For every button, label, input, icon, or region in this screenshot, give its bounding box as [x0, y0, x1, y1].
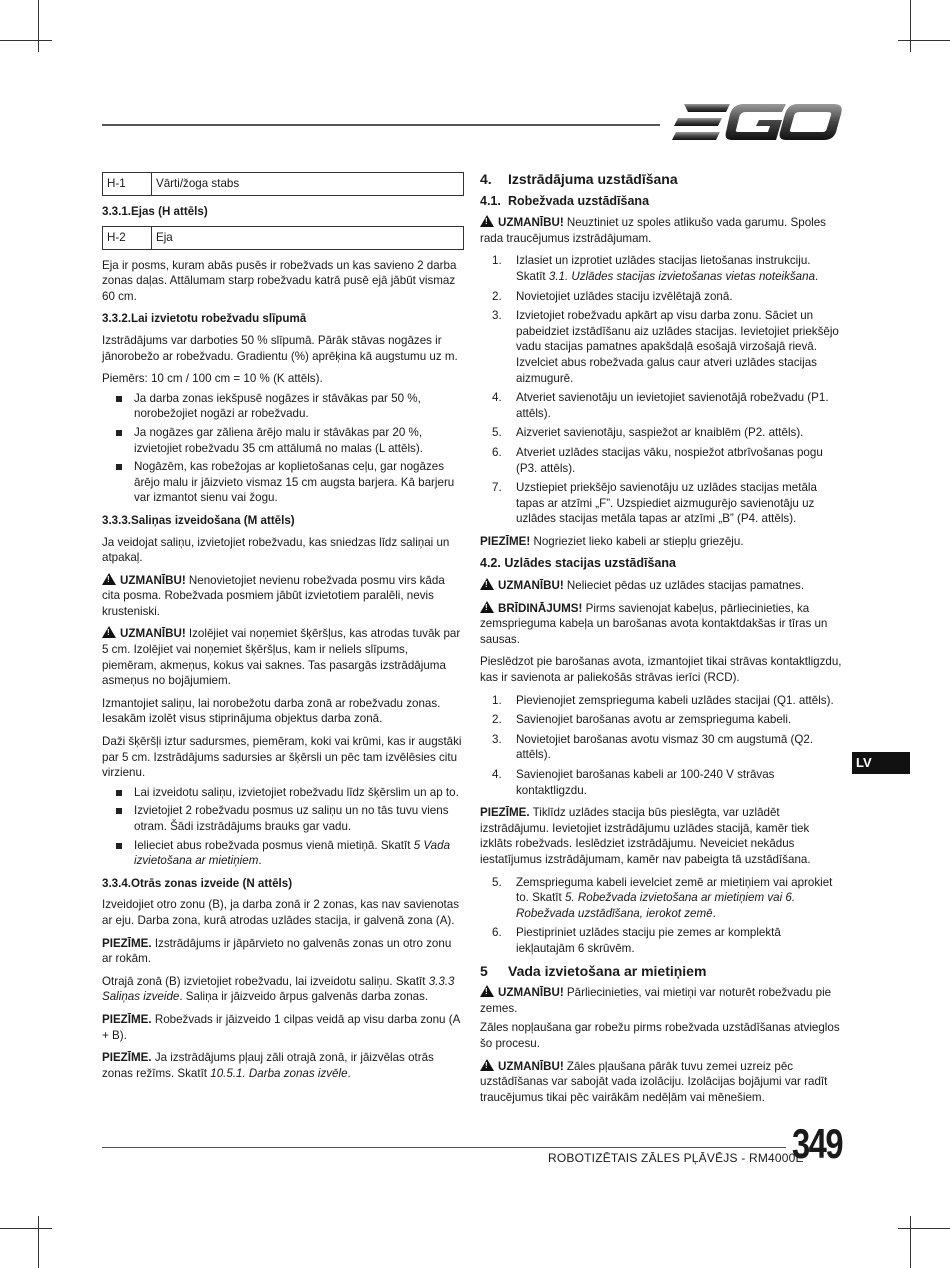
list-item: Lai izveidotu saliņu, izvietojiet robežvadu līdz šķērslim un ap to. [102, 785, 464, 801]
step-text: Uzstiepiet priekšējo savienotāju uz uzlādes stacijas metāla tapas ar atzīmi „F”. Uzspiediet aizmugurējo savienotāju uz uzlādes stacijas metāla tapas ar atzīmi „B” (P4. attēls). [516, 481, 817, 526]
list-item-text: Ielieciet abus robežvada posmus vienā mietiņā. Skatīt [134, 838, 414, 852]
step-text: . [712, 906, 716, 920]
spec-code: H-1 [103, 173, 152, 195]
step-number: 3. [492, 732, 502, 746]
warning [480, 1059, 842, 1106]
warning [480, 985, 842, 1016]
warning-icon [102, 626, 116, 638]
footer-rule [102, 1147, 786, 1148]
step-text: Aizveriet savienotāju, saspiežot ar knaiblēm (P2. attēls). [516, 426, 804, 440]
section-title: 3.3.3.Saliņas izveidošana (M attēls) [102, 513, 295, 527]
step-text: Novietojiet barošanas avotu vismaz 30 cm augstumā (Q2. attēls). [516, 732, 814, 762]
section-title-text: Robežvada uzstādīšana [508, 193, 650, 208]
crop-mark [898, 40, 950, 41]
list-item-text: . [258, 854, 262, 868]
spec-row-h1 [102, 172, 464, 196]
paragraph: Izveidojiet otro zonu (B), ja darba zonā ir 2 zonas, kas nav savienotas ar eju. Darba zona, kurā atrodas uzlādes stacija, ir galvenā zona (A). [102, 898, 460, 927]
step-number: 2. [492, 713, 502, 727]
list-item [480, 445, 842, 476]
warning-label: UZMANĪBU! [498, 579, 564, 593]
paragraph: Izmantojiet saliņu, lai norobežotu darba zonā ar robežvadu zonas. Iesakām izolēt visus stiprinājuma objektus darba zonā. [102, 696, 441, 726]
note [480, 534, 842, 550]
step-text: Pievienojiet zemsprieguma kabeli uzlādes stacijai (Q1. attēls). [516, 693, 834, 707]
paragraph: Piemērs: 10 cm / 100 cm = 10 % (K attēls). [102, 372, 323, 386]
list-item: Ja nogāzes gar zāliena ārējo malu ir stāvākas par 20 %, izvietojiet robežvadu 35 cm attālumā no malas (L attēls). [102, 425, 464, 456]
list-item [480, 480, 842, 527]
step-number: 6. [492, 445, 502, 459]
step-number: 3. [492, 309, 502, 323]
warning [480, 215, 842, 246]
step-text: Novietojiet uzlādes staciju izvēlētajā zonā. [516, 289, 733, 303]
warning [480, 578, 842, 594]
warning-label: UZMANĪBU! [498, 1059, 564, 1073]
step-number: 4. [492, 768, 502, 781]
list-item [480, 425, 842, 441]
paragraph: Ja veidojat saliņu, izvietojiet robežvadu, kas sniedzas līdz saliņai un atpakaļ. [102, 535, 450, 565]
numbered-list [480, 875, 842, 957]
numbered-list [480, 253, 842, 527]
list-item [480, 289, 842, 305]
cross-reference: 3.3.3 Saliņas izveide [102, 974, 455, 1004]
warning-text: Zāles pļaušana pārāk tuvu zemei uzreiz pēc uzstādīšanas var sabojāt vada izolāciju. Izolācijas bojājumi var radīt traucējumus tikai pēc vairākām nedēļām vai mēnešiem. [480, 1059, 828, 1104]
warning [102, 626, 464, 688]
note-text: Tiklīdz uzlādes stacija būs pieslēgta, var uzlādēt izstrādājumu. Ievietojiet izstrādājumu uzlādes stacijā, kamēr tiek izklāts robežvads. Ieslēdziet izstrādājumu. Neveiciet nekādus iestatījumus izstrādājumam, kamēr nav pabeigta tā uzstādīšana. [480, 806, 811, 866]
spec-code: H-2 [103, 227, 152, 249]
warning-text: Pārliecinieties, vai mietiņi var noturēt robežvadu pie zemes. [480, 986, 832, 1015]
list-item [480, 875, 842, 922]
list-item [480, 712, 842, 728]
list-item [480, 253, 842, 284]
section-title [480, 194, 842, 210]
paragraph: Daži šķēršļi iztur sadursmes, piemēram, koki vai krūmi, kas ir augstāki par 5 cm. Izstrādājums sadursies ar šķērsli un pēc tam izvēlēsies citu virzienu. [102, 735, 462, 780]
step-text: Atveriet savienotāju un ievietojiet savienotājā robežvadu (P1. attēls). [516, 391, 829, 420]
step-text: Izvietojiet robežvadu apkārt ap visu darba zonu. Sāciet un pabeidziet izstādīšanu aiz uzlādes stacijas. Ievietojiet priekšējo vadu stacijas pamatnes apakšdaļā esošajā virzošajā rievā. Izvelciet abus robežvada galus caur atveri uzlādes stacijas aizmugurē. [516, 309, 839, 385]
warning [102, 573, 464, 620]
list-item [480, 732, 842, 763]
cross-reference: 10.5.1. Darba zonas izvēle [210, 1066, 348, 1080]
language-tab: LV [852, 752, 910, 774]
note-label: PIEZĪME. [480, 806, 530, 820]
section-title [480, 172, 842, 188]
warning-label: UZMANĪBU! [120, 627, 186, 641]
section-number: 5 [480, 962, 488, 979]
list-item [480, 390, 842, 421]
spec-value: Eja [156, 230, 173, 244]
warning-label: BRĪDINĀJUMS! [498, 601, 583, 615]
step-text: Atveriet uzlādes stacijas vāku, nospiežot atbrīvošanas pogu (P3. attēls). [516, 445, 823, 475]
note-label: PIEZĪME. [102, 1012, 152, 1026]
list-item: Izvietojiet 2 robežvadu posmus uz saliņu un no tās tuvu viens otram. Šādi izstrādājums brauks gar vadu. [102, 803, 464, 834]
list-item: Nogāzēm, kas robežojas ar koplietošanas ceļu, gar nogāzes ārējo malu ir jāizvieto vismaz 15 cm augsta barjera. Kā barjeru var izmantot sienu vai žogu. [102, 459, 464, 506]
note [102, 936, 464, 967]
crop-mark [0, 40, 52, 41]
bullet-list [102, 785, 464, 869]
page-number: 349 [792, 1120, 842, 1167]
list-item [480, 308, 842, 386]
paragraph-text: . Saliņa ir jāizveido ārpus galvenās darba zonas. [179, 990, 429, 1004]
warning-icon [480, 215, 494, 227]
step-number: 5. [492, 426, 502, 440]
warning-text: Pirms savienojat kabeļus, pārliecinieties, ka zemsprieguma kabeļa un barošanas avota kontaktdakšas ir tīras un sausas. [480, 601, 828, 646]
step-number: 1. [492, 693, 502, 707]
paragraph: Zāles nopļaušana gar robežu pirms robežvada uzstādīšanas atvieglos šo procesu. [480, 1021, 840, 1050]
crop-mark [0, 1228, 52, 1229]
paragraph: Pieslēdzot pie barošanas avota, izmantojiet tikai strāvas kontaktligzdu, kas ir savienota ar paliekošās strāvas ierīci (RCD). [480, 655, 842, 685]
spec-row-h2 [102, 226, 464, 250]
note-text: Izstrādājums ir jāpārvieto no galvenās zonas un otro zonu ar rokām. [102, 936, 452, 966]
note [102, 1050, 464, 1081]
note [480, 805, 842, 867]
section-title: 4.2. Uzlādes stacijas uzstādīšana [480, 556, 676, 571]
paragraph: Izstrādājums var darboties 50 % slīpumā. Pārāk stāvas nogāzes ir jānorobežo ar robežvadu. Gradientu (%) aprēķina kā augstumu uz m. [102, 333, 458, 363]
note-text: Ja izstrādājums pļauj zāli otrajā zonā, ir jāizvēlas otrās zonas režīms. Skatīt [102, 1051, 434, 1080]
step-number: 5. [492, 875, 502, 889]
list-item [480, 693, 842, 709]
paragraph [102, 974, 464, 1005]
crop-mark [898, 1228, 950, 1229]
warning-label: UZMANĪBU! [120, 573, 186, 587]
section-title-text: Vada izvietošana ar mietiņiem [508, 962, 707, 979]
step-number: 2. [492, 289, 502, 303]
cross-reference: 5. Robežvada izvietošana ar mietiņiem vai 6. Robežvada uzstādīšana, ierokot zemē [516, 891, 796, 920]
step-number: 6. [492, 926, 502, 940]
warning-icon [480, 1059, 494, 1071]
paragraph: Eja ir posms, kuram abās pusēs ir robežvads un kas savieno 2 darba zonas daļas. Attālumam starp robežvadu katrā pusē ejā jābūt vismaz 60 cm. [102, 258, 457, 303]
note-label: PIEZĪME. [102, 1051, 152, 1065]
warning-text: Nenovietojiet nevienu robežvada posmu virs kāda cita posma. Robežvada posmiem jābūt izvietotiem paralēli, nevis krusteniski. [102, 573, 445, 618]
cross-reference: 3.1. Uzlādes stacijas izvietošanas vietas noteikšana [548, 269, 816, 283]
step-number: 4. [492, 391, 502, 405]
crop-mark [38, 1216, 39, 1268]
step-text: Piestipriniet uzlādes staciju pie zemes ar komplektā iekļautajām 6 skrūvēm. [516, 926, 781, 955]
note [102, 1012, 464, 1043]
step-number: 1. [492, 254, 502, 268]
left-column [102, 172, 464, 1088]
header-rule [102, 124, 660, 126]
section-title: 3.3.1.Ejas (H attēls) [102, 205, 208, 218]
ego-logo [672, 100, 842, 144]
warning [480, 601, 842, 648]
warning-icon [102, 573, 116, 585]
step-text: Savienojiet barošanas avotu ar zemsprieguma kabeli. [516, 713, 792, 727]
section-number: 4. [480, 171, 492, 187]
list-item [480, 925, 842, 956]
section-title-text: Izstrādājuma uzstādīšana [508, 171, 678, 187]
warning-icon [480, 601, 494, 613]
section-title: 3.3.2.Lai izvietotu robežvadu slīpumā [102, 312, 307, 326]
warning-text: Izolējiet vai noņemiet šķēršļus, kas atrodas tuvāk par 5 cm. Izolējiet vai noņemiet šķēršļus, kam ir neliels slīpums, piemēram, akmeņus, kokus vai saknes. Tas pasargās izstrādājuma asmeņus no bojājumiem. [102, 627, 461, 688]
paragraph-text: Otrajā zonā (B) izvietojiet robežvadu, lai izveidotu saliņu. Skatīt [102, 974, 429, 988]
crop-mark [910, 0, 911, 52]
list-item [480, 767, 842, 798]
list-item [102, 838, 464, 869]
note-text: Nogrieziet lieko kabeli ar stiepļu griezēju. [530, 534, 744, 548]
warning-label: UZMANĪBU! [498, 216, 564, 230]
section-title: 3.3.4.Otrās zonas izveide (N attēls) [102, 876, 293, 890]
cross-reference: 5 Vada izvietošana ar mietiņiem [134, 838, 451, 868]
warning-text: Neuztiniet uz spoles atlikušo vada garumu. Spoles rada traucējumus izstrādājumam. [480, 216, 826, 245]
footer-title: ROBOTIZĒTAIS ZĀLES PĻĀVĒJS - RM4000E [548, 1151, 804, 1165]
warning-text: Nelieciet pēdas uz uzlādes stacijas pamatnes. [563, 579, 805, 593]
note-label: PIEZĪME. [102, 936, 152, 950]
step-number: 7. [492, 481, 502, 495]
warning-label: UZMANĪBU! [498, 986, 564, 1000]
right-column [480, 172, 842, 1112]
section-number: 4.1. [480, 193, 501, 208]
list-item: Ja darba zonas iekšpusē nogāzes ir stāvākas par 50 %, norobežojiet nogāzi ar robežvadu. [102, 391, 464, 422]
note-text: . [347, 1066, 351, 1080]
note-text: Robežvads ir jāizveido 1 cilpas veidā ap visu darba zonu (A + B). [102, 1012, 460, 1042]
step-text: Izlasiet un izprotiet uzlādes stacijas lietošanas instrukciju. Skatīt [516, 254, 811, 283]
step-text: Savienojiet barošanas kabeli ar 100-240 V strāvas kontaktligzdu. [516, 768, 775, 797]
step-text: . [815, 269, 819, 283]
numbered-list [480, 693, 842, 799]
warning-icon [480, 578, 494, 590]
step-text: Zemsprieguma kabeli ievelciet zemē ar mietiņiem vai aprokiet to. Skatīt [516, 875, 833, 905]
note-label: PIEZĪME! [480, 534, 531, 548]
crop-mark [910, 1216, 911, 1268]
warning-icon [480, 985, 494, 997]
bullet-list [102, 391, 464, 506]
crop-mark [38, 0, 39, 52]
section-title [480, 964, 842, 980]
spec-value: Vārti/žoga stabs [156, 177, 240, 191]
